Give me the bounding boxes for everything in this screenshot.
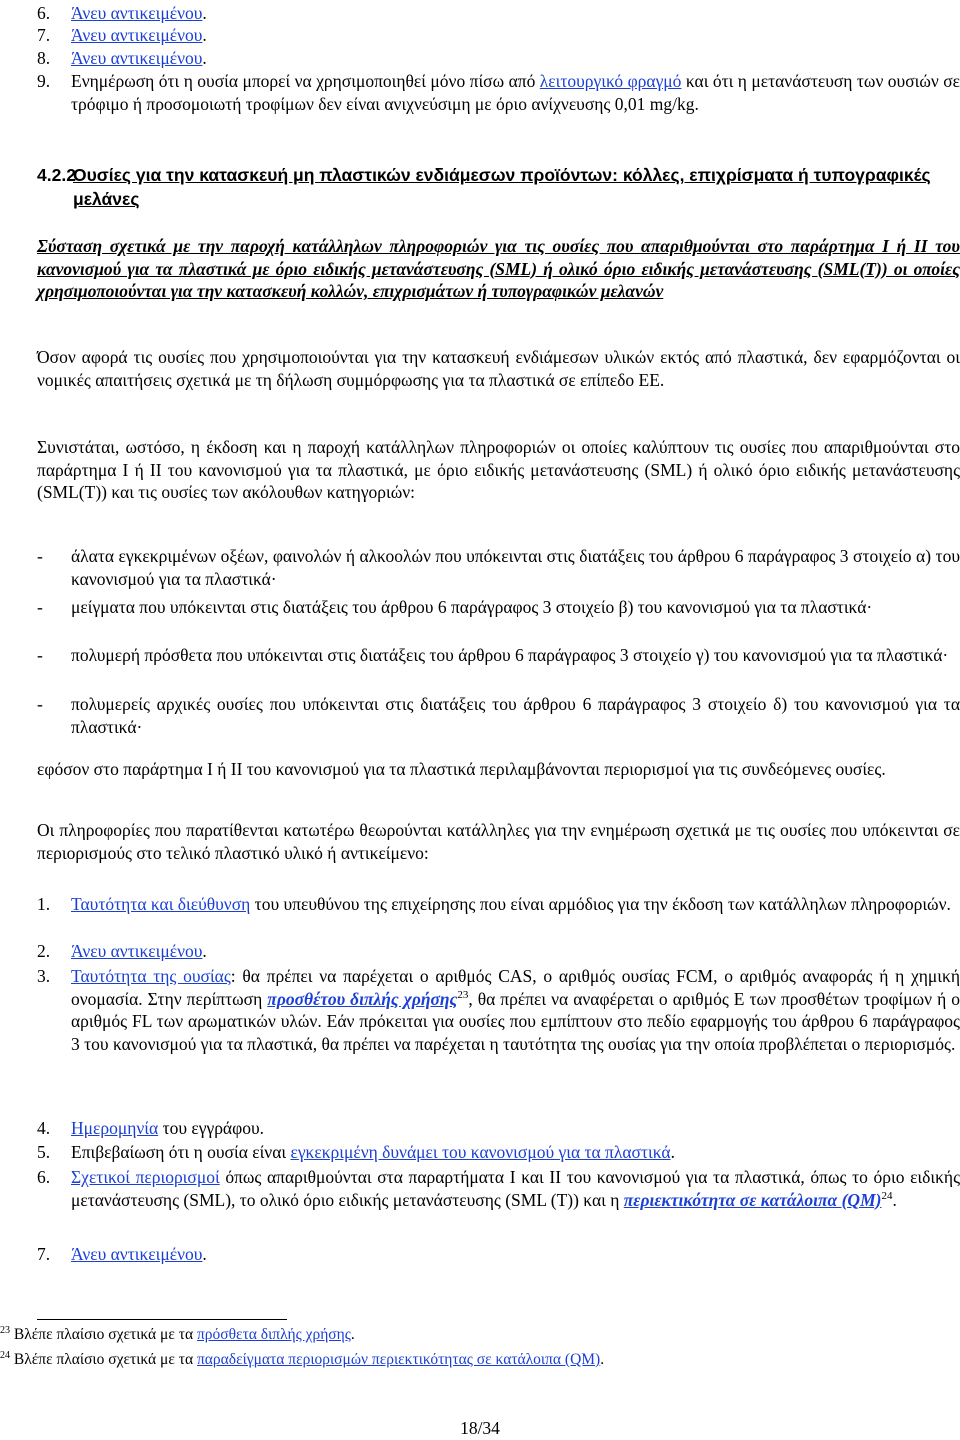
footnote: [0, 1325, 960, 1345]
paragraph: Συνιστάται, ωστόσο, η έκδοση και η παροχή κατάλληλων πληροφοριών οι οποίες καλύπτουν τις ουσίες που απαριθμούνται στο παράρτημα I ή II του κανονισμού για τα πλαστικά, με όριο ειδικής μετανάστευσης (SML) ή ολικό όριο ειδικής μετανάστευσης (SML(T)) και τις ουσίες των ακόλουθων κατηγοριών:: [37, 437, 960, 502]
list-item: [37, 2, 960, 25]
item-text: Επιβεβαίωση ότι η ουσία είναι: [71, 1142, 291, 1162]
punctuation: .: [350, 1326, 355, 1343]
identity-address-link[interactable]: Ταυτότητα και διεύθυνση: [71, 894, 251, 914]
not-applicable-link[interactable]: Άνευ αντικειμένου: [71, 48, 203, 68]
dual-use-additive-link[interactable]: προσθέτου διπλής χρήσης: [267, 988, 458, 1009]
list-item: [37, 24, 960, 47]
list-item: [37, 70, 960, 115]
item-text: πολυμερή πρόσθετα που υπόκεινται στις διατάξεις του άρθρου 6 παράγραφος 3 στοιχείο γ) του κανονισμού για τα πλαστικά·: [71, 645, 949, 665]
item-text: μείγματα που υπόκεινται στις διατάξεις του άρθρου 6 παράγραφος 3 στοιχείο β) του κανονισμού για τα πλαστικά·: [71, 597, 873, 617]
item-text: , θα πρέπει να αναφέρεται ο αριθμός E των προσθέτων τροφίμων ή ο αριθμός FL των αρωματικών υλών. Εάν πρόκειται για ουσίες που εμπίπτουν στο πεδίο εφαρμογής του άρθρου 6 παράγραφος 3 του κανονισμού για τα πλαστικά, θα πρέπει να παρέχεται η ταυτότητα της ουσίας για την οποία προβλέπεται ο περιορισμός.: [71, 988, 960, 1054]
list-number: 7.: [37, 1244, 51, 1264]
paragraph: εφόσον στο παράρτημα I ή II του κανονισμού για τα πλαστικά περιλαμβάνονται περιορισμοί για τις συνδεόμενες ουσίες.: [37, 759, 886, 779]
item-text: και ότι η μετανάστευση των ουσιών σε τρόφιμο ή προσομοιωτή τροφίμων δεν είναι ανιχνεύσιμη με όριο ανίχνευσης 0,01 mg/kg.: [71, 71, 960, 114]
list-number: 7.: [37, 25, 51, 45]
footnote-separator: [37, 1319, 287, 1320]
footnote-text: Βλέπε πλαίσιο σχετικά με τα: [10, 1326, 197, 1343]
footnote-ref: 23: [457, 988, 469, 1001]
item-text: Ενημέρωση ότι η ουσία μπορεί να χρησιμοποιηθεί μόνο πίσω από: [71, 71, 540, 91]
item-text: πολυμερείς αρχικές ουσίες που υπόκεινται στις διατάξεις του άρθρου 6 παράγραφος 3 στοιχείο δ) του κανονισμού για τα πλαστικά·: [71, 694, 960, 737]
not-applicable-link[interactable]: Άνευ αντικειμένου: [71, 25, 203, 45]
punctuation: .: [202, 941, 207, 961]
authorised-substance-link[interactable]: εγκεκριμένη δυνάμει του κανονισμού για τα πλαστικά: [290, 1142, 671, 1162]
list-number: 6.: [37, 3, 51, 23]
list-item: [37, 644, 960, 667]
list-item: [37, 1117, 960, 1140]
list-number: 6.: [37, 1167, 51, 1187]
list-item: [37, 47, 960, 70]
item-text: του υπευθύνου της επιχείρησης που είναι αρμόδιος για την έκδοση των κατάλληλων πληροφοριών.: [250, 894, 951, 914]
list-number: 4.: [37, 1118, 51, 1138]
list-number: 1.: [37, 894, 51, 914]
substance-identity-link[interactable]: Ταυτότητα της ουσίας: [71, 966, 231, 986]
list-item: [37, 1141, 960, 1164]
not-applicable-link[interactable]: Άνευ αντικειμένου: [71, 3, 203, 23]
footnote-ref: 24: [881, 1189, 893, 1202]
list-number: 5.: [37, 1142, 51, 1162]
list-item: [37, 693, 960, 738]
list-item: [37, 596, 960, 619]
section-number: 4.2.2: [37, 165, 76, 185]
footnote-text: Βλέπε πλαίσιο σχετικά με τα: [10, 1351, 197, 1368]
item-text: του εγγράφου.: [158, 1118, 264, 1138]
not-applicable-link[interactable]: Άνευ αντικειμένου: [71, 1244, 203, 1264]
list-number: 3.: [37, 966, 51, 986]
list-item: [37, 893, 960, 916]
list-item: [37, 1243, 960, 1266]
functional-barrier-link[interactable]: λειτουργικό φραγμό: [539, 71, 682, 91]
date-link[interactable]: Ημερομηνία: [71, 1118, 159, 1138]
residual-content-link[interactable]: περιεκτικότητα σε κατάλοιπα (QM): [623, 1189, 882, 1210]
paragraph: Όσον αφορά τις ουσίες που χρησιμοποιούνται για την κατασκευή ενδιάμεσων υλικών εκτός από πλαστικά, δεν εφαρμόζονται οι νομικές απαιτήσεις σχετικά με τη δήλωση συμμόρφωσης για τα πλαστικά σε επίπεδο ΕΕ.: [37, 347, 960, 390]
recommendation-heading: Σύσταση σχετικά με την παροχή κατάλληλων πληροφοριών για τις ουσίες που απαριθμούνται στο παράρτημα I ή II του κανονισμού για τα πλαστικά με όριο ειδικής μετανάστευσης (SML) ή ολικό όριο ειδικής μετανάστευσης (SML(T)) οι οποίες χρησιμοποιούνται για την κατασκευή κολλών, επιχρισμάτων ή τυπογραφικών μελανών: [37, 236, 960, 301]
qm-examples-link[interactable]: παραδείγματα περιορισμών περιεκτικότητας σε κατάλοιπα (QM): [196, 1351, 601, 1368]
footnote-number: 24: [0, 1350, 10, 1361]
item-text: .: [892, 1189, 897, 1210]
list-item: [37, 545, 960, 590]
not-applicable-link[interactable]: Άνευ αντικειμένου: [71, 941, 203, 961]
punctuation: .: [202, 3, 207, 23]
paragraph: Οι πληροφορίες που παρατίθενται κατωτέρω θεωρούνται κατάλληλες για την ενημέρωση σχετικά με τις ουσίες που υπόκεινται σε περιορισμούς στο τελικό πλαστικό υλικό ή αντικείμενο:: [37, 820, 960, 863]
restrictions-link[interactable]: Σχετικοί περιορισμοί: [71, 1167, 220, 1187]
footnote: [0, 1350, 960, 1370]
punctuation: .: [670, 1142, 675, 1162]
section-heading: [37, 163, 960, 211]
dash-bullet: -: [37, 694, 43, 714]
page-number: 18/34: [460, 1418, 500, 1438]
dash-bullet: -: [37, 546, 43, 566]
punctuation: .: [600, 1351, 605, 1368]
punctuation: .: [202, 25, 207, 45]
list-number: 2.: [37, 941, 51, 961]
dash-bullet: -: [37, 597, 43, 617]
section-title: Ουσίες για την κατασκευή μη πλαστικών ενδιάμεσων προϊόντων: κόλλες, επιχρίσματα ή τυπογραφικές μελάνες: [73, 165, 931, 209]
item-text: : θα πρέπει να παρέχεται ο αριθμός CAS, ο αριθμός ουσίας FCM, ο αριθμός αναφοράς ή η χημική ονομασία. Στην περίπτωση: [71, 966, 960, 1009]
item-text: άλατα εγκεκριμένων οξέων, φαινολών ή αλκοολών που υπόκεινται στις διατάξεις του άρθρου 6 παράγραφος 3 στοιχείο α) του κανονισμού για τα πλαστικά·: [71, 546, 960, 589]
punctuation: .: [202, 48, 207, 68]
list-item: [37, 1166, 960, 1211]
list-number: 9.: [37, 71, 51, 91]
item-text: όπως απαριθμούνται στα παραρτήματα I και II του κανονισμού για τα πλαστικά, όπως το όριο ειδικής μετανάστευσης (SML), το ολικό όριο ειδικής μετανάστευσης (SML (T)) και η: [71, 1167, 960, 1210]
punctuation: .: [202, 1244, 207, 1264]
dual-use-additives-link[interactable]: πρόσθετα διπλής χρήσης: [196, 1326, 351, 1343]
list-number: 8.: [37, 48, 51, 68]
list-item: [37, 940, 960, 963]
list-item: [37, 965, 960, 1055]
footnote-number: 23: [0, 1325, 10, 1336]
dash-bullet: -: [37, 645, 43, 665]
